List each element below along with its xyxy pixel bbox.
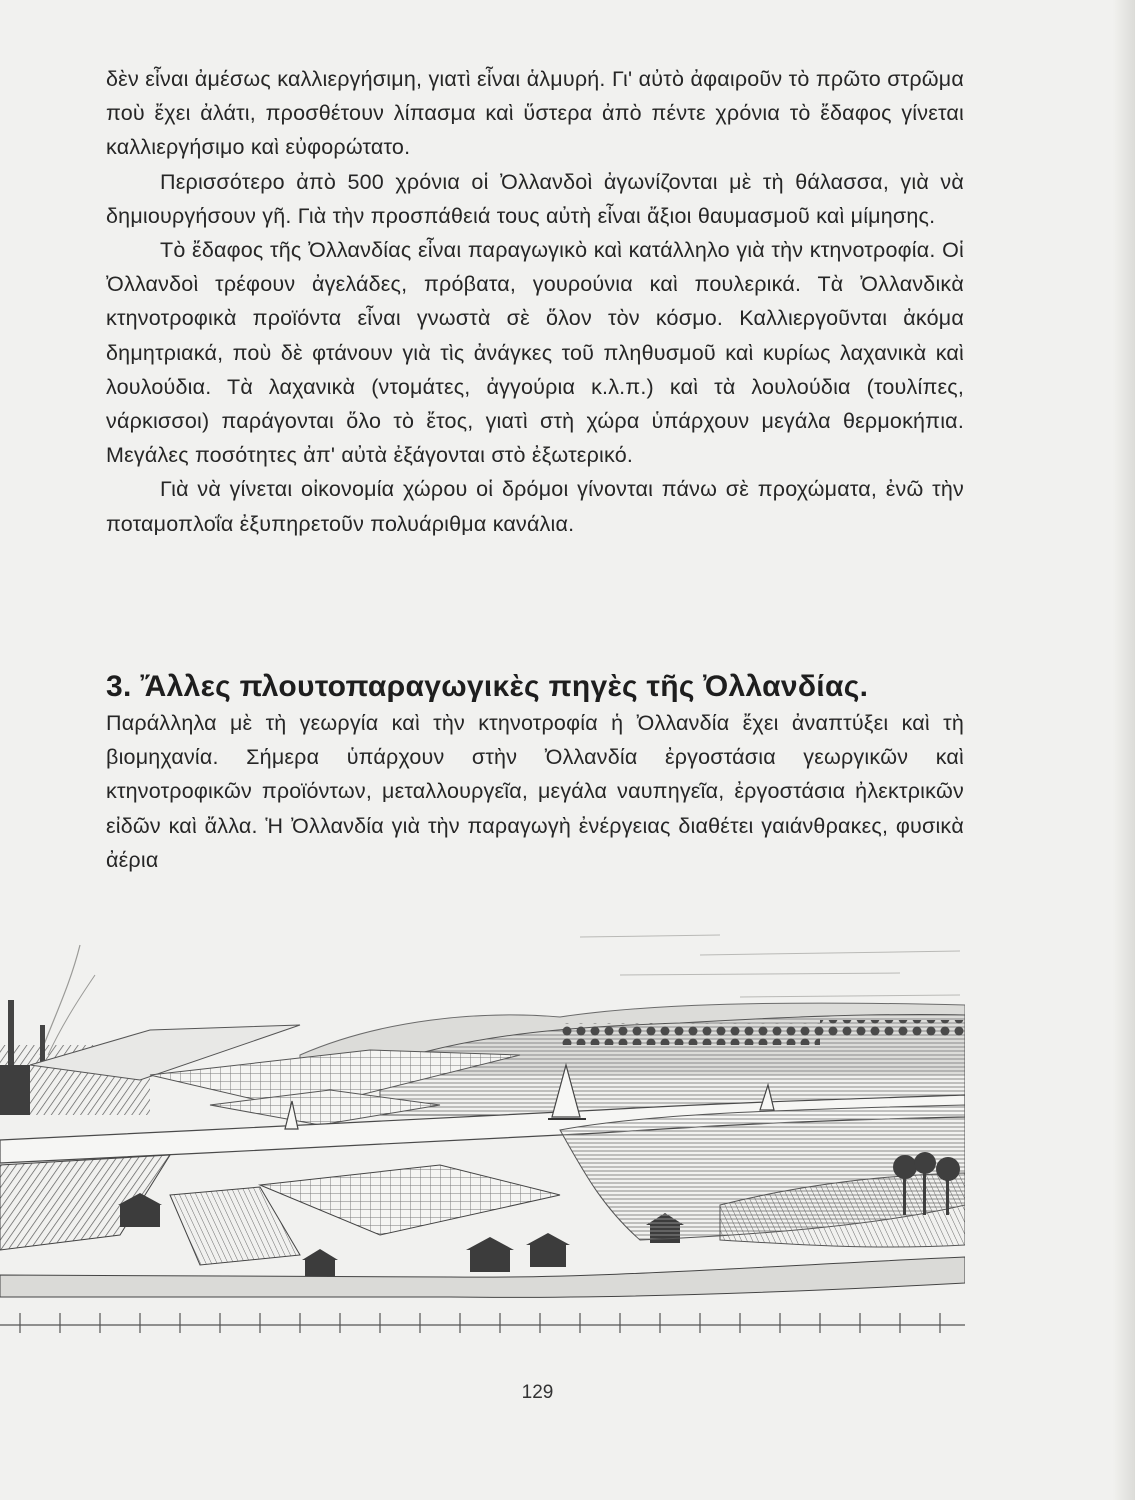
section-body [106, 706, 964, 877]
paragraph: Τὸ ἔδαφος τῆς Ὀλλανδίας εἶναι παραγωγικὸ καὶ κατάλληλο γιὰ τὴν κτηνοτροφία. Οἱ Ὀλλανδοὶ τρέφουν ἀγελάδες, πρόβατα, γουρούνια καὶ πουλερικά. Τὰ Ὀλλανδικὰ κτηνοτροφικὰ προϊόντα εἶναι γνωστὰ σὲ ὅλον τὸν κόσμο. Καλλιεργοῦνται ἀκόμα δημητριακά, ποὺ δὲ φτάνουν γιὰ τὶς ἀνάγκες τοῦ πληθυσμοῦ καὶ κυρίως λαχανικὰ καὶ λουλούδια. Τὰ λαχανικὰ (ντομάτες, ἀγγούρια κ.λ.π.) καὶ τὰ λουλούδια (τουλίπες, νάρκισσοι) παράγονται ὅλο τὸ ἔτος, γιατὶ στὴ χώρα ὑπάρχουν μεγάλα θερμοκήπια. Μεγάλες ποσότητες ἀπ' αὐτὰ ἐξάγονται στὸ ἐξωτερικό. [106, 238, 964, 468]
body-text [106, 62, 964, 541]
landscape-illustration [0, 905, 965, 1345]
paragraph: Γιὰ νὰ γίνεται οἰκονομία χώρου οἱ δρόμοι γίνονται πάνω σὲ προχώματα, ἐνῶ τὴν ποταμοπλοΐα ἐξυπηρετοῦν πολυάριθμα κανάλια. [106, 477, 964, 536]
paragraph: Παράλληλα μὲ τὴ γεωργία καὶ τὴν κτηνοτροφία ἡ Ὀλλανδία ἔχει ἀναπτύξει καὶ τὴ βιομηχανία. Σήμερα ὑπάρχουν στὴν Ὀλλανδία ἐργοστάσια γεωργικῶν καὶ κτηνοτροφικῶν προϊόντων, μεταλλουργεῖα, μεγάλα ναυπηγεῖα, ἐργοστάσια ἠλεκτρικῶν εἰδῶν καὶ ἄλλα. Ἡ Ὀλλανδία γιὰ τὴν παραγωγὴ ἐνέργειας διαθέτει γαιάνθρακες, φυσικὰ ἀέρια [106, 711, 964, 872]
page-number: 129 [521, 1382, 554, 1403]
section-heading: 3. Ἄλλες πλουτοπαραγωγικὲς πηγὲς τῆς Ὀλλανδίας. [106, 670, 869, 703]
paragraph: Περισσότερο ἀπὸ 500 χρόνια οἱ Ὀλλανδοὶ ἀγωνίζονται μὲ τὴ θάλασσα, γιὰ νὰ δημιουργήσουν γῆ. Γιὰ τὴν προσπάθειά τους αὐτὴ εἶναι ἄξιοι θαυμασμοῦ καὶ μίμησης. [106, 169, 964, 228]
paragraph: δὲν εἶναι ἀμέσως καλλιεργήσιμη, γιατὶ εἶναι ἁλμυρή. Γι' αὐτὸ ἀφαιροῦν τὸ πρῶτο στρῶμα ποὺ ἔχει ἀλάτι, προσθέτουν λίπασμα καὶ ὕστερα ἀπὸ πέντε χρόνια τὸ ἔδαφος γίνεται καλλιεργήσιμο καὶ εὐφορώτατο. [106, 67, 964, 160]
page-gutter-shadow [1113, 0, 1135, 1500]
